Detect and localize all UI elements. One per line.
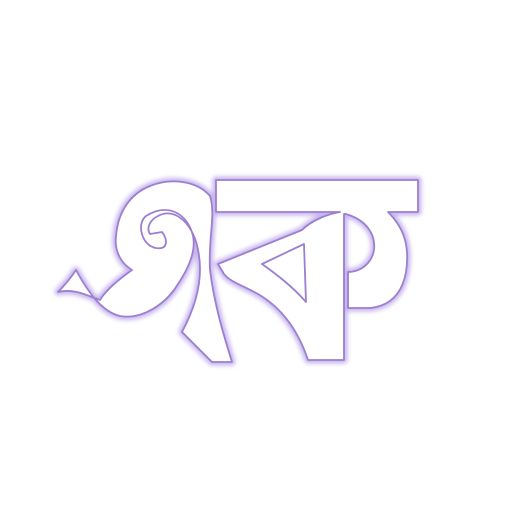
letter-ka: [216, 180, 418, 360]
letter-fill: [58, 180, 418, 362]
letter-e: [58, 181, 232, 362]
